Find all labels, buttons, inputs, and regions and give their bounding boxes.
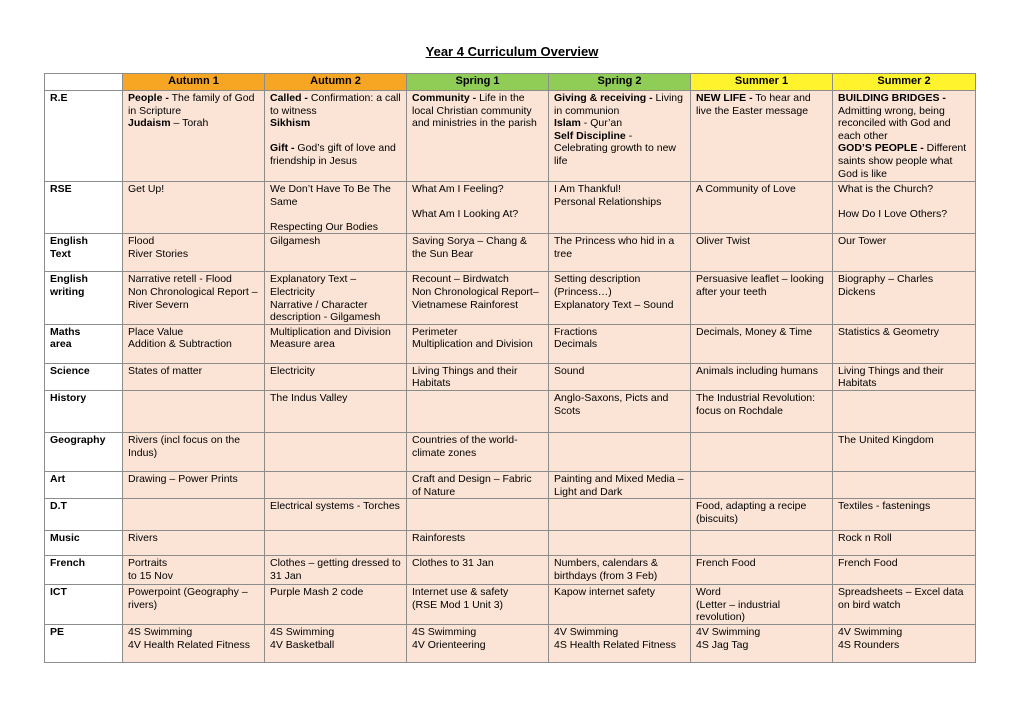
table-cell [691,432,833,471]
table-cell: Get Up! [123,182,265,234]
table-cell: Decimals, Money & Time [691,324,833,363]
table-cell: French Food [833,556,976,585]
table-cell: Craft and Design – Fabric of Nature [407,471,549,498]
table-cell [407,499,549,531]
table-cell: Textiles - fastenings [833,499,976,531]
table-cell: Clothes to 31 Jan [407,556,549,585]
table-cell: Recount – Birdwatch Non Chronological Report– Vietnamese Rainforest [407,272,549,324]
table-cell: Electrical systems - Torches [265,499,407,531]
table-cell: 4V Swimming 4S Jag Tag [691,624,833,662]
table-cell: The United Kingdom [833,432,976,471]
table-row [45,272,976,324]
table-row [45,363,976,390]
table-cell: Electricity [265,363,407,390]
header-row [45,74,976,91]
table-cell: Anglo-Saxons, Picts and Scots [549,390,691,432]
table-cell: The Industrial Revolution: focus on Rochdale [691,390,833,432]
table-cell [407,390,549,432]
page-title: Year 4 Curriculum Overview [425,44,599,59]
table-cell: I Am Thankful! Personal Relationships [549,182,691,234]
row-label: D.T [45,499,123,531]
row-label: PE [45,624,123,662]
table-cell: Kapow internet safety [549,585,691,625]
row-label: History [45,390,123,432]
table-row [45,324,976,363]
row-label: English Text [45,234,123,272]
table-row [45,91,976,182]
table-cell: Statistics & Geometry [833,324,976,363]
table-cell: Sound [549,363,691,390]
row-label: Music [45,531,123,556]
table-cell: 4S Swimming 4V Health Related Fitness [123,624,265,662]
table-cell [833,390,976,432]
table-cell [265,432,407,471]
table-cell: The Indus Valley [265,390,407,432]
row-label: Maths area [45,324,123,363]
row-label: ICT [45,585,123,625]
table-cell: BUILDING BRIDGES - Admitting wrong, being reconciled with God and each other GOD’S PEOPLE - Different saints show people what God is like [833,91,976,182]
table-cell: Living Things and their Habitats [833,363,976,390]
table-cell: Giving & receiving - Living in communion Islam - Qur’an Self Discipline - Celebrating growth to new life [549,91,691,182]
table-cell: 4S Swimming 4V Orienteering [407,624,549,662]
table-cell: 4V Swimming 4S Rounders [833,624,976,662]
table-cell: Painting and Mixed Media – Light and Dark [549,471,691,498]
table-cell: People - The family of God in Scripture Judaism – Torah [123,91,265,182]
table-cell: Called - Confirmation: a call to witness Sikhism Gift - God’s gift of love and friendship in Jesus [265,91,407,182]
table-cell: Oliver Twist [691,234,833,272]
row-label: Art [45,471,123,498]
row-label: R.E [45,91,123,182]
table-cell [833,471,976,498]
table-cell: Explanatory Text – Electricity Narrative / Character description - Gilgamesh [265,272,407,324]
table-cell [123,390,265,432]
table-cell [549,499,691,531]
table-cell: Perimeter Multiplication and Division [407,324,549,363]
table-row [45,432,976,471]
table-cell: Drawing – Power Prints [123,471,265,498]
table-cell: Fractions Decimals [549,324,691,363]
corner-cell [45,74,123,91]
table-cell: NEW LIFE - To hear and live the Easter message [691,91,833,182]
table-cell: Rivers [123,531,265,556]
table-cell: Place Value Addition & Subtraction [123,324,265,363]
table-cell: Community - Life in the local Christian community and ministries in the parish [407,91,549,182]
term-header: Spring 1 [407,74,549,91]
table-cell: Powerpoint (Geography – rivers) [123,585,265,625]
table-cell: What Am I Feeling? What Am I Looking At? [407,182,549,234]
row-label: French [45,556,123,585]
table-cell [123,499,265,531]
table-cell: Rainforests [407,531,549,556]
table-row [45,556,976,585]
table-cell: 4S Swimming 4V Basketball [265,624,407,662]
table-cell: Animals including humans [691,363,833,390]
table-cell: Living Things and their Habitats [407,363,549,390]
table-cell: What is the Church? How Do I Love Others? [833,182,976,234]
table-cell: 4V Swimming 4S Health Related Fitness [549,624,691,662]
term-header: Summer 1 [691,74,833,91]
row-label: English writing [45,272,123,324]
table-cell: We Don’t Have To Be The Same Respecting Our Bodies [265,182,407,234]
table-cell: Portraits to 15 Nov [123,556,265,585]
table-cell: Flood River Stories [123,234,265,272]
table-cell [691,471,833,498]
table-cell: Saving Sorya – Chang & the Sun Bear [407,234,549,272]
table-cell: Gilgamesh [265,234,407,272]
table-row [45,499,976,531]
table-cell: A Community of Love [691,182,833,234]
table-cell [549,432,691,471]
table-row [45,624,976,662]
table-cell: Rock n Roll [833,531,976,556]
table-cell: Our Tower [833,234,976,272]
table-cell: Numbers, calendars & birthdays (from 3 Feb) [549,556,691,585]
table-cell: Purple Mash 2 code [265,585,407,625]
table-cell: Rivers (incl focus on the Indus) [123,432,265,471]
table-row [45,531,976,556]
curriculum-table [44,73,976,663]
table-cell [265,531,407,556]
row-label: RSE [45,182,123,234]
table-cell: Countries of the world- climate zones [407,432,549,471]
table-cell: Spreadsheets – Excel data on bird watch [833,585,976,625]
table-cell: Multiplication and Division Measure area [265,324,407,363]
row-label: Geography [45,432,123,471]
table-cell [265,471,407,498]
table-row [45,585,976,625]
table-cell: Word (Letter – industrial revolution) [691,585,833,625]
table-cell: Internet use & safety (RSE Mod 1 Unit 3) [407,585,549,625]
term-header: Spring 2 [549,74,691,91]
table-cell: Clothes – getting dressed to 31 Jan [265,556,407,585]
table-cell: Narrative retell - Flood Non Chronological Report – River Severn [123,272,265,324]
table-cell [691,531,833,556]
table-cell [549,531,691,556]
table-cell: Food, adapting a recipe (biscuits) [691,499,833,531]
table-row [45,182,976,234]
term-header: Summer 2 [833,74,976,91]
table-cell: The Princess who hid in a tree [549,234,691,272]
table-cell: Biography – Charles Dickens [833,272,976,324]
term-header: Autumn 1 [123,74,265,91]
table-cell: Persuasive leaflet – looking after your teeth [691,272,833,324]
term-header: Autumn 2 [265,74,407,91]
row-label: Science [45,363,123,390]
table-row [45,471,976,498]
table-row [45,390,976,432]
table-row [45,234,976,272]
table-cell: States of matter [123,363,265,390]
table-cell: Setting description (Princess…) Explanatory Text – Sound [549,272,691,324]
table-cell: French Food [691,556,833,585]
